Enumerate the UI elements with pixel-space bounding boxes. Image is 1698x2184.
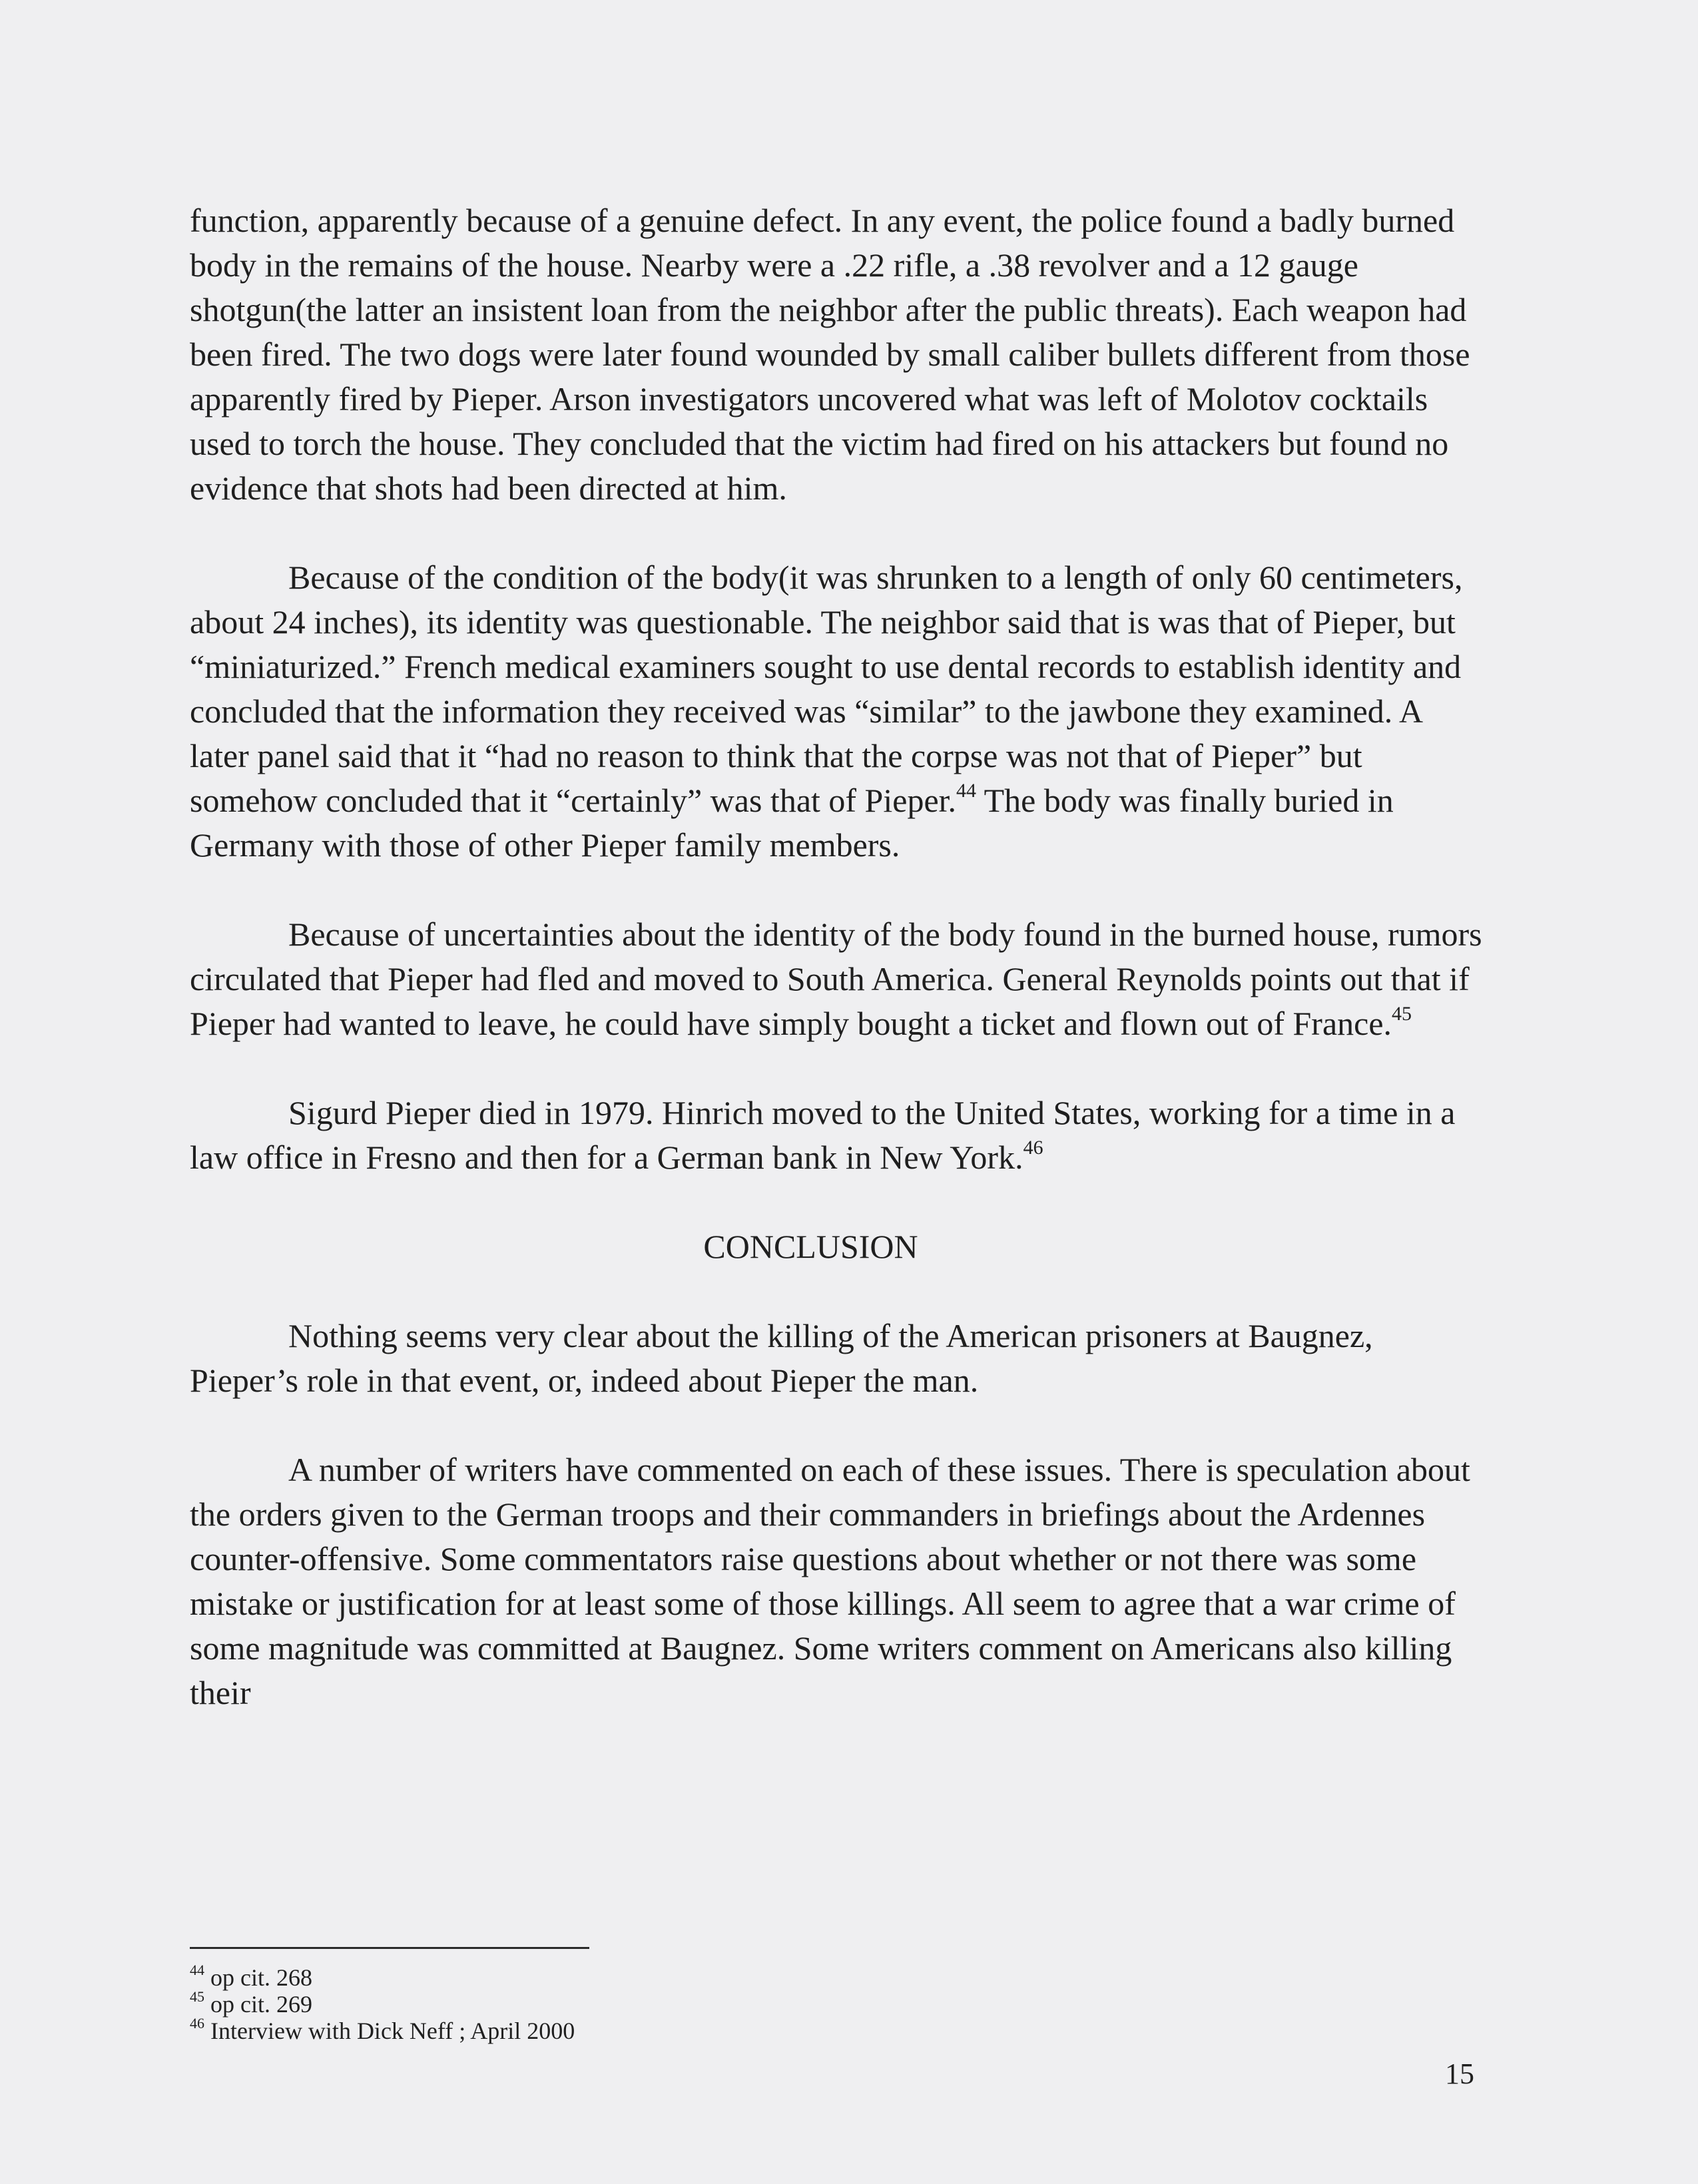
footnote-text: op cit. 268 — [204, 1964, 312, 1991]
paragraph-text: A number of writers have commented on each of these issues. There is speculation about the orders given to the German troops and their commanders in briefings about the Ardennes counter-offensive. Some commentators raise questions about whether or not there was some mistake or justification for at least some of those killings. All seem to agree that a war crime of some magnitude was committed at Baugnez. Some writers comment on Americans also killing their — [190, 1451, 1470, 1711]
footnote — [190, 1988, 989, 2018]
footnote-reference: 44 — [956, 780, 977, 802]
paragraph-text: function, apparently because of a genuine defect. In any event, the police found a badly burned body in the remains of the house. Nearby were a .22 rifle, a .38 revolver and a 12 gauge shotgun(the latter an insistent loan from the neighbor after the public threats). Each weapon had been fired. The two dogs were later found wounded by small caliber bullets different from those apparently fired by Pieper. Arson investigators uncovered what was left of Molotov cocktails used to torch the house. They concluded that the victim had fired on his attackers but found no evidence that shots had been directed at him. — [190, 202, 1470, 507]
footnote-separator — [190, 1947, 589, 1949]
paragraph-text: The body was finally buried in Germany with those of other Pieper family members. — [190, 782, 1394, 864]
footnote-number: 45 — [190, 1988, 204, 2005]
footnote-reference: 45 — [1392, 1003, 1412, 1025]
footnote-number: 46 — [190, 2015, 204, 2032]
body-paragraph — [190, 555, 1485, 868]
footnote-text: Interview with Dick Neff ; April 2000 — [204, 2018, 575, 2044]
footnote — [190, 2015, 989, 2044]
footnote-text: op cit. 269 — [204, 1991, 312, 2018]
paragraph-text: Because of uncertainties about the identity of the body found in the burned house, rumors circulated that Pieper had fled and moved to South America. General Reynolds points out that if Pieper had wanted to leave, he could have simply bought a ticket and flown out of France. — [190, 916, 1482, 1042]
body-paragraph — [190, 1091, 1485, 1180]
body-paragraph — [190, 198, 1485, 511]
footnote — [190, 1964, 989, 1991]
paragraph-text: Sigurd Pieper died in 1979. Hinrich moved to the United States, working for a time in a law office in Fresno and then for a German bank in New York. — [190, 1094, 1456, 1176]
footnote-reference: 46 — [1023, 1137, 1043, 1159]
section-heading: CONCLUSION — [703, 1228, 918, 1265]
page-number: 15 — [1445, 2057, 1474, 2090]
paragraph-text: Nothing seems very clear about the killing of the American prisoners at Baugnez, Pieper’s role in that event, or, indeed about Pieper the man. — [190, 1317, 1373, 1399]
body-paragraph — [190, 1448, 1485, 1715]
body-text — [190, 198, 1485, 1715]
body-paragraph — [190, 1314, 1485, 1403]
footnote-number: 44 — [190, 1962, 204, 1978]
footnotes — [190, 1964, 989, 2044]
body-paragraph — [190, 912, 1485, 1046]
paragraph-text: Because of the condition of the body(it was shrunken to a length of only 60 centimeters, about 24 inches), its identity was questionable. The neighbor said that is was that of Pieper, but “miniaturized.” French medical examiners sought to use dental records to establish identity and concluded that the information they received was “similar” to the jawbone they examined. A later panel said that it “had no reason to think that the corpse was not that of Pieper” but somehow concluded that it “certainly” was that of Pieper. — [190, 559, 1463, 819]
